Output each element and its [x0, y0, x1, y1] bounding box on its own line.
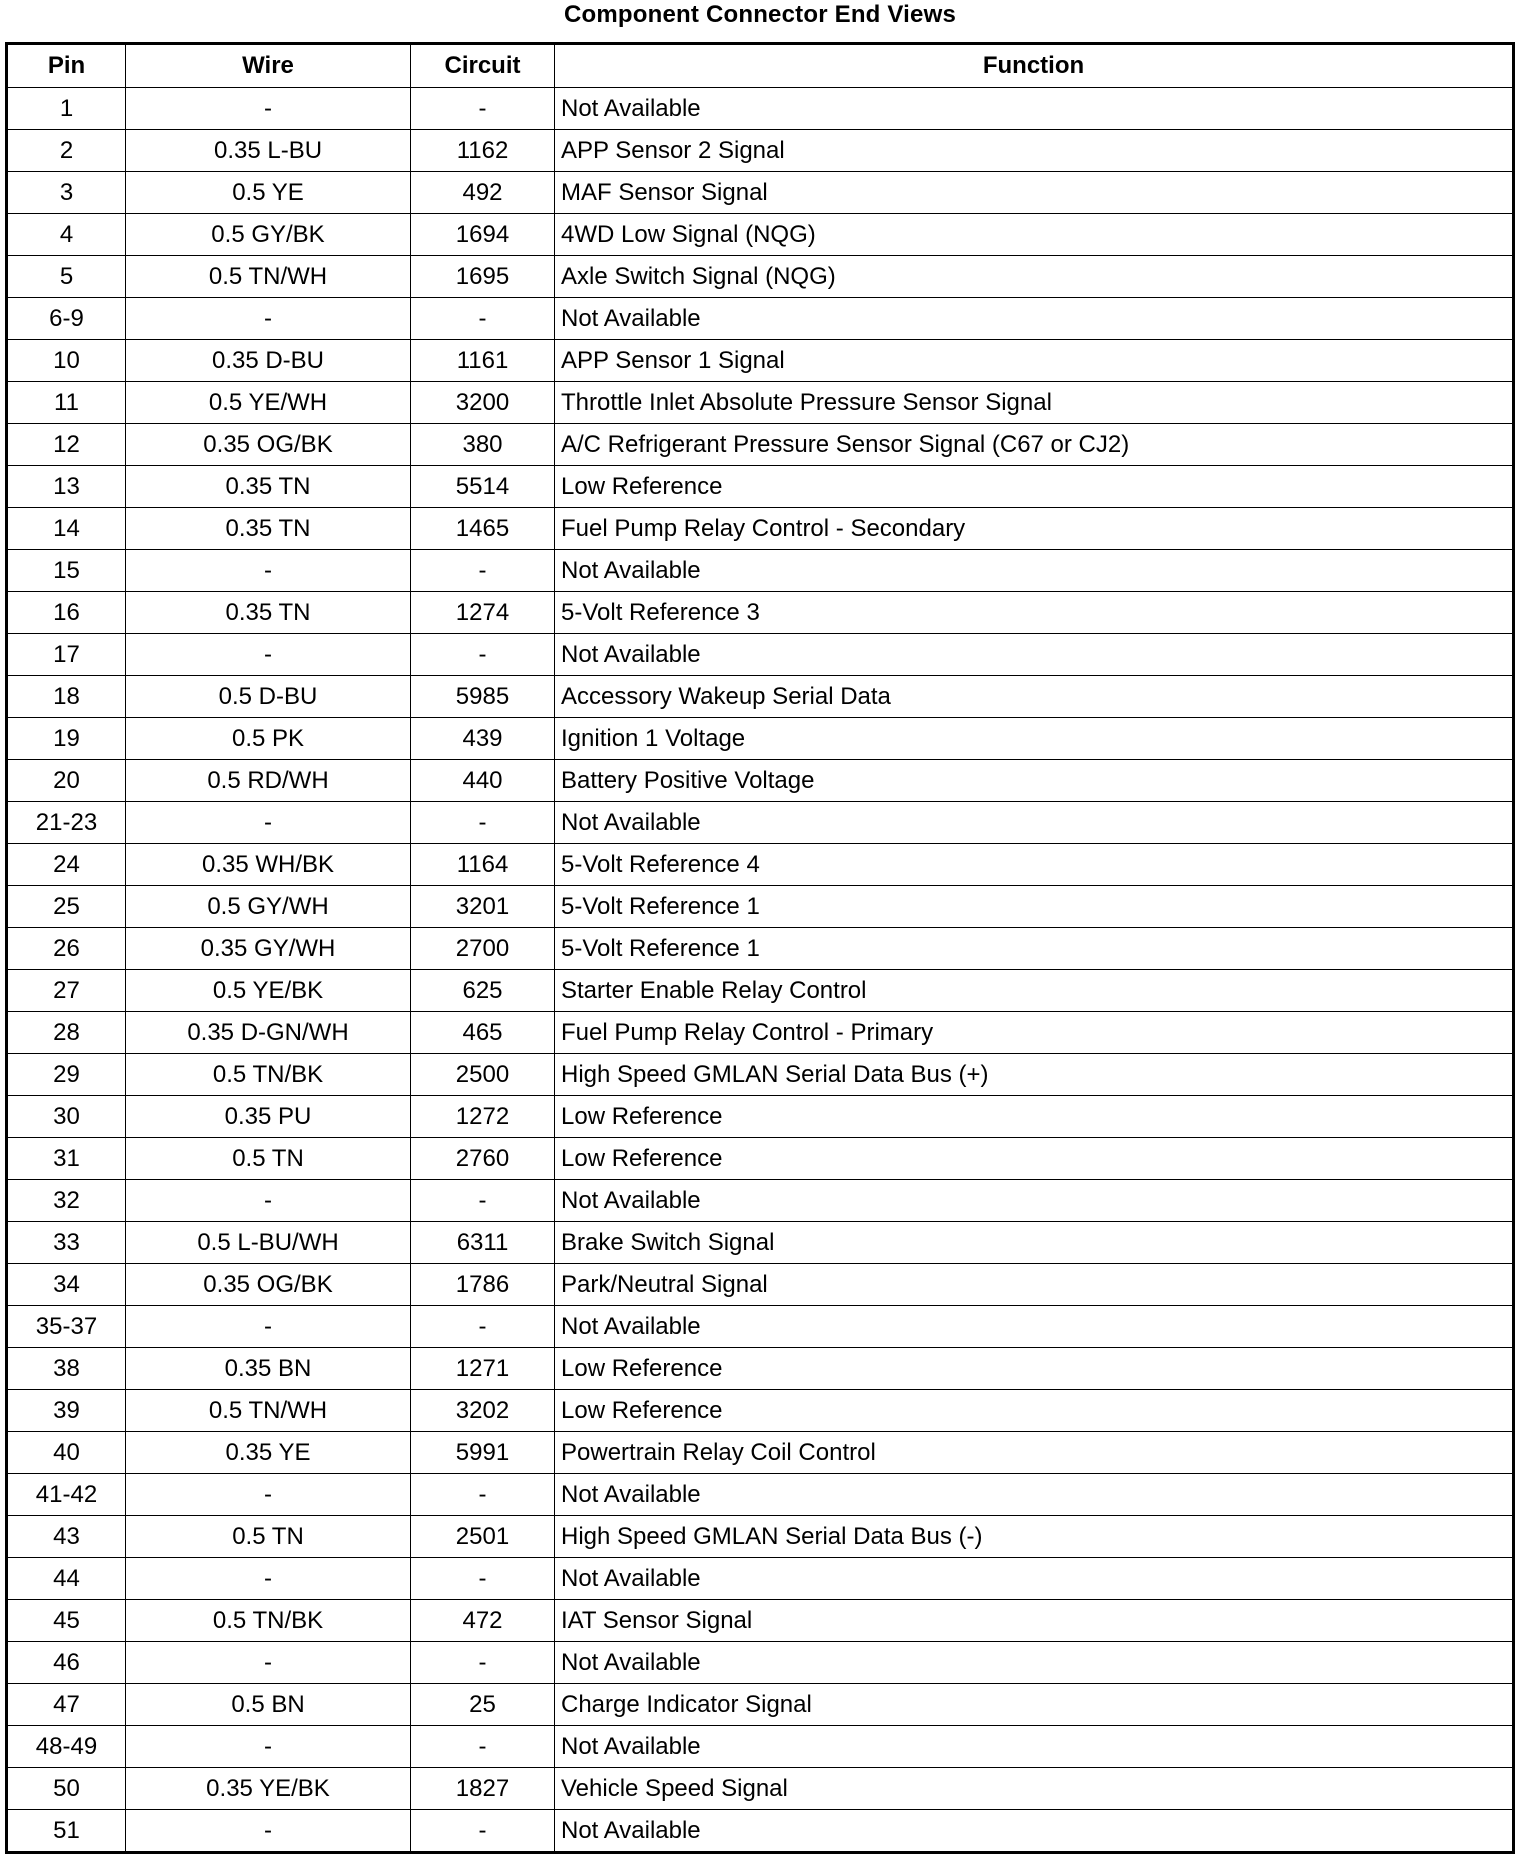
table-row — [7, 1054, 1514, 1096]
cell-wire: - — [126, 1642, 411, 1684]
header-wire: Wire — [126, 44, 411, 88]
cell-function: Not Available — [555, 550, 1514, 592]
cell-circuit: 25 — [411, 1684, 555, 1726]
table-row — [7, 1768, 1514, 1810]
page-title: Component Connector End Views — [563, 1, 957, 28]
cell-wire: 0.35 YE/BK — [126, 1768, 411, 1810]
cell-circuit: 2700 — [411, 928, 555, 970]
cell-pin: 50 — [7, 1768, 126, 1810]
cell-function: Not Available — [555, 1180, 1514, 1222]
cell-circuit: - — [411, 1810, 555, 1853]
table-row — [7, 214, 1514, 256]
cell-pin: 35-37 — [7, 1306, 126, 1348]
cell-wire: 0.5 TN/BK — [126, 1600, 411, 1642]
cell-pin: 25 — [7, 886, 126, 928]
table-row — [7, 1012, 1514, 1054]
cell-wire: 0.35 BN — [126, 1348, 411, 1390]
cell-circuit: - — [411, 1306, 555, 1348]
table-body — [7, 88, 1514, 1853]
cell-wire: 0.5 YE — [126, 172, 411, 214]
cell-circuit: 3200 — [411, 382, 555, 424]
table-row — [7, 928, 1514, 970]
cell-wire: 0.35 YE — [126, 1432, 411, 1474]
table-row — [7, 1474, 1514, 1516]
cell-pin: 39 — [7, 1390, 126, 1432]
cell-wire: 0.35 L-BU — [126, 130, 411, 172]
cell-wire: 0.5 L-BU/WH — [126, 1222, 411, 1264]
cell-pin: 16 — [7, 592, 126, 634]
cell-wire: 0.35 TN — [126, 466, 411, 508]
cell-circuit: 1272 — [411, 1096, 555, 1138]
cell-pin: 12 — [7, 424, 126, 466]
cell-function: Not Available — [555, 634, 1514, 676]
table-row — [7, 676, 1514, 718]
cell-wire: 0.35 WH/BK — [126, 844, 411, 886]
table-row — [7, 634, 1514, 676]
cell-pin: 45 — [7, 1600, 126, 1642]
table-row — [7, 550, 1514, 592]
table-row — [7, 130, 1514, 172]
cell-function: Park/Neutral Signal — [555, 1264, 1514, 1306]
cell-circuit: 3201 — [411, 886, 555, 928]
cell-pin: 43 — [7, 1516, 126, 1558]
cell-function: Low Reference — [555, 1390, 1514, 1432]
cell-wire: 0.5 RD/WH — [126, 760, 411, 802]
cell-wire: - — [126, 1180, 411, 1222]
cell-function: Low Reference — [555, 1348, 1514, 1390]
table-row — [7, 1264, 1514, 1306]
cell-function: 5-Volt Reference 4 — [555, 844, 1514, 886]
header-pin: Pin — [7, 44, 126, 88]
cell-function: Not Available — [555, 1474, 1514, 1516]
table-row — [7, 1222, 1514, 1264]
cell-function: Low Reference — [555, 466, 1514, 508]
cell-circuit: 3202 — [411, 1390, 555, 1432]
cell-circuit: 492 — [411, 172, 555, 214]
cell-wire: 0.5 D-BU — [126, 676, 411, 718]
cell-function: Battery Positive Voltage — [555, 760, 1514, 802]
cell-pin: 3 — [7, 172, 126, 214]
cell-circuit: 440 — [411, 760, 555, 802]
cell-function: Not Available — [555, 1558, 1514, 1600]
cell-pin: 46 — [7, 1642, 126, 1684]
cell-pin: 6-9 — [7, 298, 126, 340]
cell-wire: 0.35 TN — [126, 592, 411, 634]
cell-pin: 19 — [7, 718, 126, 760]
table-row — [7, 802, 1514, 844]
cell-wire: - — [126, 1558, 411, 1600]
cell-function: A/C Refrigerant Pressure Sensor Signal (C67 or CJ2) — [555, 424, 1514, 466]
cell-wire: - — [126, 1726, 411, 1768]
cell-pin: 20 — [7, 760, 126, 802]
cell-circuit: - — [411, 298, 555, 340]
cell-function: Not Available — [555, 1306, 1514, 1348]
cell-pin: 34 — [7, 1264, 126, 1306]
cell-function: Ignition 1 Voltage — [555, 718, 1514, 760]
cell-circuit: - — [411, 802, 555, 844]
cell-circuit: 1694 — [411, 214, 555, 256]
cell-circuit: - — [411, 550, 555, 592]
table-row — [7, 844, 1514, 886]
cell-wire: 0.5 GY/WH — [126, 886, 411, 928]
cell-function: Fuel Pump Relay Control - Secondary — [555, 508, 1514, 550]
cell-pin: 51 — [7, 1810, 126, 1853]
cell-pin: 24 — [7, 844, 126, 886]
table-row — [7, 1726, 1514, 1768]
cell-function: Charge Indicator Signal — [555, 1684, 1514, 1726]
cell-wire: 0.35 GY/WH — [126, 928, 411, 970]
cell-circuit: - — [411, 1474, 555, 1516]
cell-circuit: 1161 — [411, 340, 555, 382]
cell-function: Vehicle Speed Signal — [555, 1768, 1514, 1810]
cell-circuit: 1164 — [411, 844, 555, 886]
cell-pin: 44 — [7, 1558, 126, 1600]
cell-circuit: 465 — [411, 1012, 555, 1054]
table-row — [7, 466, 1514, 508]
table-row — [7, 1684, 1514, 1726]
cell-pin: 33 — [7, 1222, 126, 1264]
cell-function: Not Available — [555, 88, 1514, 130]
cell-function: High Speed GMLAN Serial Data Bus (-) — [555, 1516, 1514, 1558]
cell-function: APP Sensor 1 Signal — [555, 340, 1514, 382]
table-row — [7, 1306, 1514, 1348]
cell-wire: 0.35 PU — [126, 1096, 411, 1138]
cell-circuit: 1274 — [411, 592, 555, 634]
cell-function: Powertrain Relay Coil Control — [555, 1432, 1514, 1474]
cell-function: 5-Volt Reference 3 — [555, 592, 1514, 634]
table-row — [7, 172, 1514, 214]
cell-pin: 21-23 — [7, 802, 126, 844]
cell-wire: 0.35 OG/BK — [126, 1264, 411, 1306]
cell-circuit: 472 — [411, 1600, 555, 1642]
table-row — [7, 886, 1514, 928]
table-row — [7, 298, 1514, 340]
cell-pin: 27 — [7, 970, 126, 1012]
cell-circuit: 5514 — [411, 466, 555, 508]
cell-wire: 0.35 TN — [126, 508, 411, 550]
cell-pin: 47 — [7, 1684, 126, 1726]
cell-circuit: 1695 — [411, 256, 555, 298]
cell-wire: - — [126, 88, 411, 130]
cell-circuit: 2501 — [411, 1516, 555, 1558]
cell-circuit: 6311 — [411, 1222, 555, 1264]
cell-pin: 48-49 — [7, 1726, 126, 1768]
cell-function: Accessory Wakeup Serial Data — [555, 676, 1514, 718]
table-row — [7, 1516, 1514, 1558]
table-header-row — [7, 44, 1514, 88]
cell-function: High Speed GMLAN Serial Data Bus (+) — [555, 1054, 1514, 1096]
cell-wire: 0.5 YE/BK — [126, 970, 411, 1012]
cell-wire: 0.5 TN/BK — [126, 1054, 411, 1096]
cell-circuit: 1786 — [411, 1264, 555, 1306]
cell-function: 4WD Low Signal (NQG) — [555, 214, 1514, 256]
cell-circuit: 5991 — [411, 1432, 555, 1474]
cell-circuit: - — [411, 1726, 555, 1768]
cell-pin: 2 — [7, 130, 126, 172]
cell-wire: 0.5 GY/BK — [126, 214, 411, 256]
connector-pinout-table — [5, 42, 1515, 1854]
cell-pin: 1 — [7, 88, 126, 130]
cell-function: Not Available — [555, 1642, 1514, 1684]
cell-circuit: 5985 — [411, 676, 555, 718]
cell-pin: 40 — [7, 1432, 126, 1474]
cell-pin: 13 — [7, 466, 126, 508]
cell-pin: 38 — [7, 1348, 126, 1390]
table-row — [7, 718, 1514, 760]
cell-pin: 32 — [7, 1180, 126, 1222]
table-row — [7, 1096, 1514, 1138]
cell-pin: 5 — [7, 256, 126, 298]
cell-pin: 28 — [7, 1012, 126, 1054]
cell-pin: 11 — [7, 382, 126, 424]
cell-circuit: - — [411, 1180, 555, 1222]
cell-wire: 0.5 BN — [126, 1684, 411, 1726]
table-row — [7, 760, 1514, 802]
cell-wire: 0.5 TN — [126, 1138, 411, 1180]
cell-wire: - — [126, 802, 411, 844]
cell-function: 5-Volt Reference 1 — [555, 886, 1514, 928]
table-row — [7, 1138, 1514, 1180]
cell-pin: 30 — [7, 1096, 126, 1138]
table-row — [7, 424, 1514, 466]
table-row — [7, 1810, 1514, 1853]
cell-function: Axle Switch Signal (NQG) — [555, 256, 1514, 298]
cell-pin: 26 — [7, 928, 126, 970]
cell-circuit: 2760 — [411, 1138, 555, 1180]
cell-function: Not Available — [555, 802, 1514, 844]
table-row — [7, 592, 1514, 634]
cell-pin: 41-42 — [7, 1474, 126, 1516]
cell-pin: 18 — [7, 676, 126, 718]
cell-circuit: 1162 — [411, 130, 555, 172]
table-row — [7, 88, 1514, 130]
cell-function: Throttle Inlet Absolute Pressure Sensor Signal — [555, 382, 1514, 424]
cell-wire: 0.5 TN/WH — [126, 1390, 411, 1432]
cell-circuit: - — [411, 88, 555, 130]
cell-function: Not Available — [555, 1810, 1514, 1853]
cell-pin: 15 — [7, 550, 126, 592]
cell-function: Not Available — [555, 298, 1514, 340]
cell-function: APP Sensor 2 Signal — [555, 130, 1514, 172]
cell-circuit: 2500 — [411, 1054, 555, 1096]
cell-wire: 0.5 TN/WH — [126, 256, 411, 298]
table-row — [7, 382, 1514, 424]
table-row — [7, 256, 1514, 298]
cell-pin: 31 — [7, 1138, 126, 1180]
cell-wire: 0.35 D-GN/WH — [126, 1012, 411, 1054]
table-row — [7, 1558, 1514, 1600]
table-row — [7, 1600, 1514, 1642]
table-row — [7, 1642, 1514, 1684]
cell-circuit: 625 — [411, 970, 555, 1012]
table-row — [7, 1432, 1514, 1474]
cell-circuit: - — [411, 634, 555, 676]
cell-function: Low Reference — [555, 1096, 1514, 1138]
cell-function: MAF Sensor Signal — [555, 172, 1514, 214]
header-circuit: Circuit — [411, 44, 555, 88]
cell-wire: - — [126, 1474, 411, 1516]
cell-wire: - — [126, 1306, 411, 1348]
cell-circuit: - — [411, 1558, 555, 1600]
table-row — [7, 340, 1514, 382]
cell-pin: 14 — [7, 508, 126, 550]
cell-wire: - — [126, 550, 411, 592]
cell-wire: - — [126, 1810, 411, 1853]
header-function: Function — [555, 44, 1514, 88]
cell-wire: 0.5 PK — [126, 718, 411, 760]
cell-wire: 0.5 YE/WH — [126, 382, 411, 424]
cell-function: IAT Sensor Signal — [555, 1600, 1514, 1642]
cell-circuit: 380 — [411, 424, 555, 466]
cell-function: Low Reference — [555, 1138, 1514, 1180]
cell-circuit: - — [411, 1642, 555, 1684]
cell-wire: 0.35 OG/BK — [126, 424, 411, 466]
table-row — [7, 508, 1514, 550]
cell-circuit: 439 — [411, 718, 555, 760]
cell-pin: 10 — [7, 340, 126, 382]
table-row — [7, 970, 1514, 1012]
cell-wire: - — [126, 634, 411, 676]
cell-function: Not Available — [555, 1726, 1514, 1768]
cell-circuit: 1827 — [411, 1768, 555, 1810]
cell-pin: 29 — [7, 1054, 126, 1096]
cell-function: Starter Enable Relay Control — [555, 970, 1514, 1012]
cell-function: Brake Switch Signal — [555, 1222, 1514, 1264]
cell-circuit: 1465 — [411, 508, 555, 550]
cell-wire: - — [126, 298, 411, 340]
cell-function: 5-Volt Reference 1 — [555, 928, 1514, 970]
table-row — [7, 1180, 1514, 1222]
cell-function: Fuel Pump Relay Control - Primary — [555, 1012, 1514, 1054]
table-row — [7, 1390, 1514, 1432]
cell-pin: 4 — [7, 214, 126, 256]
cell-wire: 0.35 D-BU — [126, 340, 411, 382]
cell-circuit: 1271 — [411, 1348, 555, 1390]
cell-pin: 17 — [7, 634, 126, 676]
cell-wire: 0.5 TN — [126, 1516, 411, 1558]
table-row — [7, 1348, 1514, 1390]
